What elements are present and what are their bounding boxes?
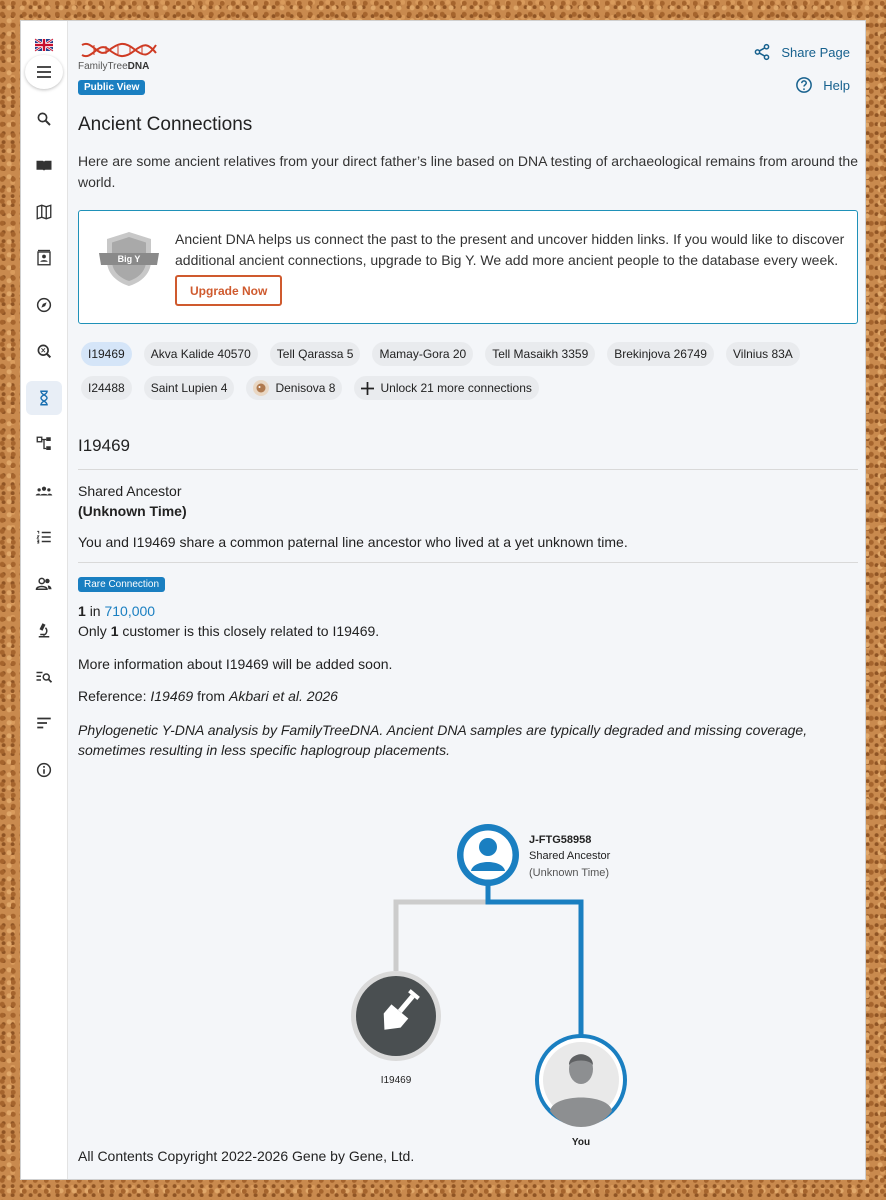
tree-ancestor-label: Shared Ancestor	[529, 850, 611, 862]
connection-chip[interactable]: Akva Kalide 40570	[144, 342, 258, 366]
nav-map[interactable]	[26, 195, 62, 229]
unlock-more-chip[interactable]: Unlock 21 more connections	[354, 376, 538, 400]
list-search-icon	[35, 668, 53, 686]
compass-icon	[35, 296, 53, 314]
connection-title: I19469	[78, 436, 130, 455]
plus-icon	[361, 382, 374, 395]
app-window	[20, 20, 866, 1180]
connection-chip[interactable]: I19469	[81, 342, 132, 366]
book-icon	[35, 157, 53, 175]
nav-search[interactable]	[26, 102, 62, 136]
numbered-list-icon	[35, 528, 53, 546]
info-icon	[35, 761, 53, 779]
nav-groups[interactable]	[26, 474, 62, 508]
nav-tree[interactable]	[26, 427, 62, 461]
ancestor-node[interactable]	[457, 824, 519, 886]
map-icon	[35, 203, 53, 221]
you-node-label: You	[571, 1137, 591, 1148]
haplogroup-label: J-FTG58958	[529, 834, 592, 846]
reference-text: Reference: I19469 from Akbari et al. 2026	[78, 688, 338, 704]
nav-list[interactable]	[26, 520, 62, 554]
connection-chip[interactable]: I24488	[81, 376, 132, 400]
chip-row	[81, 342, 861, 366]
rarity-stat: 1 in 710,000	[78, 603, 156, 619]
ancient-node-label: I19469	[380, 1075, 412, 1086]
shared-ancestor-label: Shared Ancestor	[78, 483, 182, 499]
tree-branch-you	[488, 881, 581, 1037]
sidebar	[21, 21, 68, 1179]
chip-row	[81, 376, 861, 400]
nav-dna-search[interactable]	[26, 334, 62, 368]
big-y-badge-text: Big Y	[117, 254, 141, 264]
page-title: Ancient Connections	[78, 114, 253, 135]
logo-text: FamilyTreeDNA	[78, 61, 150, 72]
divider	[78, 469, 858, 470]
matches-icon	[35, 575, 53, 593]
connection-chips	[81, 342, 861, 410]
nav-science[interactable]	[26, 613, 62, 647]
nav-explore[interactable]	[26, 288, 62, 322]
connection-chip[interactable]: Brekinjova 26749	[607, 342, 714, 366]
share-page-link[interactable]	[753, 43, 850, 61]
share-page-label: Share Page	[781, 44, 850, 60]
tree-icon	[35, 435, 53, 453]
copyright-footer: All Contents Copyright 2022-2026 Gene by Gene, Ltd.	[78, 1148, 415, 1164]
shared-ancestor-description: You and I19469 share a common paternal line ancestor who lived at a yet unknown time.	[78, 534, 628, 550]
nav-list-search[interactable]	[26, 660, 62, 694]
menu-button[interactable]	[25, 55, 63, 89]
profile-card-icon	[35, 249, 53, 267]
connection-chip[interactable]: Tell Qarassa 5	[270, 342, 361, 366]
big-y-promo-card	[78, 210, 858, 324]
nav-ancient-connections[interactable]	[26, 381, 62, 415]
intro-text: Here are some ancient relatives from your direct father’s line based on DNA testing of archaeological remains from around the world.	[78, 153, 858, 190]
hourglass-icon	[35, 389, 53, 407]
nav-info[interactable]	[26, 753, 62, 787]
tree-diagram	[318, 801, 618, 1148]
connection-chip[interactable]: Tell Masaikh 3359	[485, 342, 595, 366]
public-view-badge: Public View	[78, 80, 145, 95]
rare-connection-badge: Rare Connection	[78, 577, 165, 592]
connection-chip[interactable]: Saint Lupien 4	[144, 376, 235, 400]
phylogenetic-note: Phylogenetic Y-DNA analysis by FamilyTreeDNA. Ancient DNA samples are typically degraded and missing coverage, sometimes resulting in less specific haplogroup placements.	[78, 722, 808, 758]
more-info-text: More information about I19469 will be added soon.	[78, 656, 393, 672]
connection-chip[interactable]: Mamay-Gora 20	[372, 342, 473, 366]
divider	[78, 562, 858, 563]
ancestry-tree	[318, 801, 618, 1148]
tree-ancestor-time: (Unknown Time)	[529, 867, 610, 879]
group-icon	[35, 482, 53, 500]
closely-related-text: Only 1 customer is this closely related to I19469.	[78, 623, 380, 639]
big-y-badge-icon	[97, 229, 161, 289]
main-content	[78, 21, 858, 1179]
connection-chip-denisova[interactable]: Denisova 8	[246, 376, 342, 400]
promo-text: Ancient DNA helps us connect the past to the present and uncover hidden links. If you would like to discover additional ancient connections, upgrade to Big Y. We add more ancient people to the database every week.	[175, 231, 845, 268]
denisova-avatar-icon	[253, 380, 269, 396]
share-icon	[753, 43, 771, 61]
connection-chip[interactable]: Vilnius 83A	[726, 342, 800, 366]
search-icon	[35, 110, 53, 128]
nav-profile[interactable]	[26, 241, 62, 275]
nav-book[interactable]	[26, 149, 62, 183]
uk-flag-icon[interactable]	[35, 39, 53, 51]
menu-icon	[36, 65, 52, 79]
help-icon	[795, 76, 813, 94]
help-label: Help	[823, 77, 850, 93]
sort-icon	[35, 714, 53, 732]
ancient-sample-node[interactable]	[351, 971, 441, 1061]
nav-sort[interactable]	[26, 706, 62, 740]
tree-branch-ancient	[396, 881, 488, 971]
microscope-icon	[35, 621, 53, 639]
upgrade-now-button[interactable]: Upgrade Now	[175, 275, 282, 306]
help-link[interactable]	[795, 76, 850, 94]
dna-search-icon	[35, 342, 53, 360]
shared-ancestor-time: (Unknown Time)	[78, 503, 187, 519]
you-node[interactable]	[535, 1034, 627, 1127]
nav-matches[interactable]	[26, 567, 62, 601]
